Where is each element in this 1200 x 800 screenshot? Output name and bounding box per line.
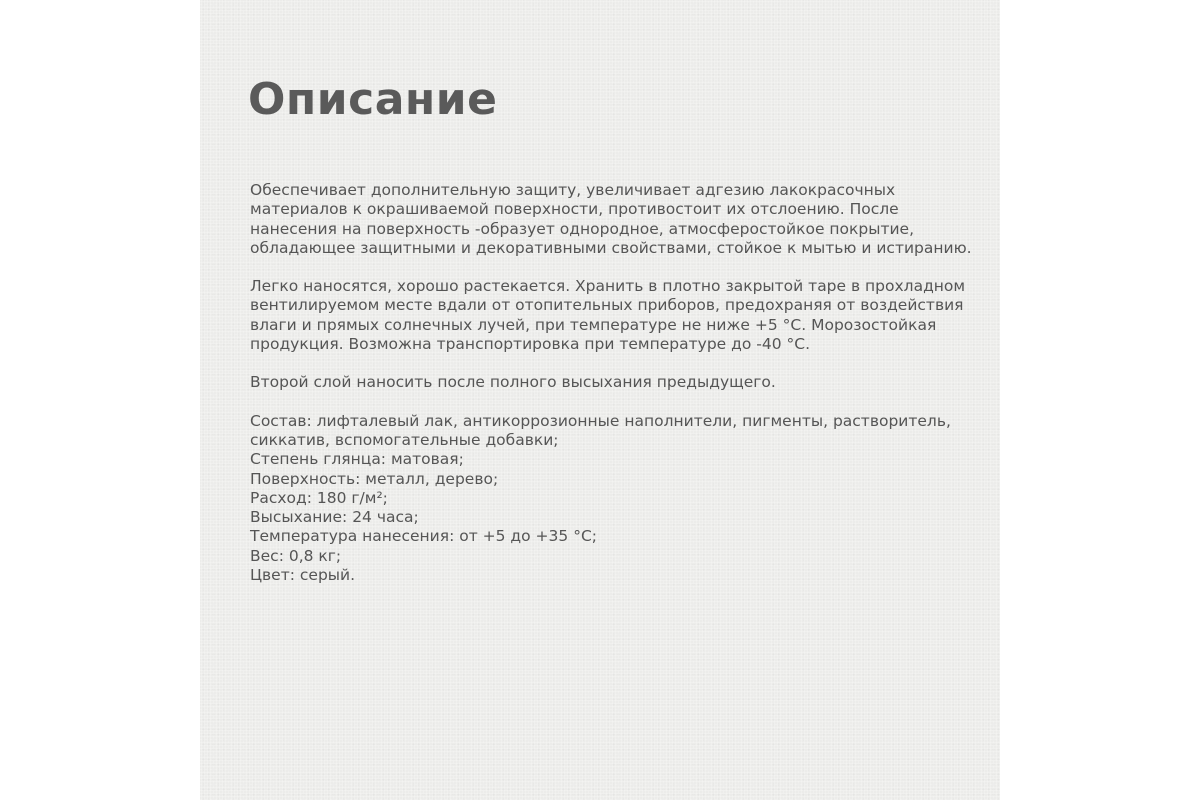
paragraph-application-storage: Легко наносятся, хорошо растекается. Хранить в плотно закрытой таре в прохладном вентилируемом месте вдали от отопительных приборов, предохраняя от воздействия влаги и прямых солнечных лучей, при температуре не ниже +5 °С. Морозостойкая продукция. Возможна транспортировка при температуре до -40 °С. xyxy=(250,277,966,354)
spec-gloss: Степень глянца: матовая; xyxy=(250,450,464,469)
spec-drying: Высыхание: 24 часа; xyxy=(250,508,419,527)
paragraph-second-coat: Второй слой наносить после полного высыхания предыдущего. xyxy=(250,373,776,392)
spec-application-temperature: Температура нанесения: от +5 до +35 °С; xyxy=(250,527,597,546)
description-card xyxy=(200,0,1000,800)
spec-consumption: Расход: 180 г/м²; xyxy=(250,488,388,507)
page-title: Описание xyxy=(248,74,498,125)
spec-surface: Поверхность: металл, дерево; xyxy=(250,469,499,488)
spec-list xyxy=(250,412,980,586)
paragraph-protection: Обеспечивает дополнительную защиту, увеличивает адгезию лакокрасочных материалов к окрашиваемой поверхности, противостоит их отслоению. После нанесения на поверхность -образует однородное, атмосферостойкое покрытие, обладающее защитными и декоративными свойствами, стойкое к мытью и истиранию. xyxy=(250,181,972,257)
spec-composition: Состав: лифталевый лак, антикоррозионные наполнители, пигменты, растворитель, сиккатив, вспомогательные добавки; xyxy=(250,411,951,449)
spec-weight: Вес: 0,8 кг; xyxy=(250,546,342,565)
description-body xyxy=(250,181,980,585)
spec-color: Цвет: серый. xyxy=(250,566,356,585)
